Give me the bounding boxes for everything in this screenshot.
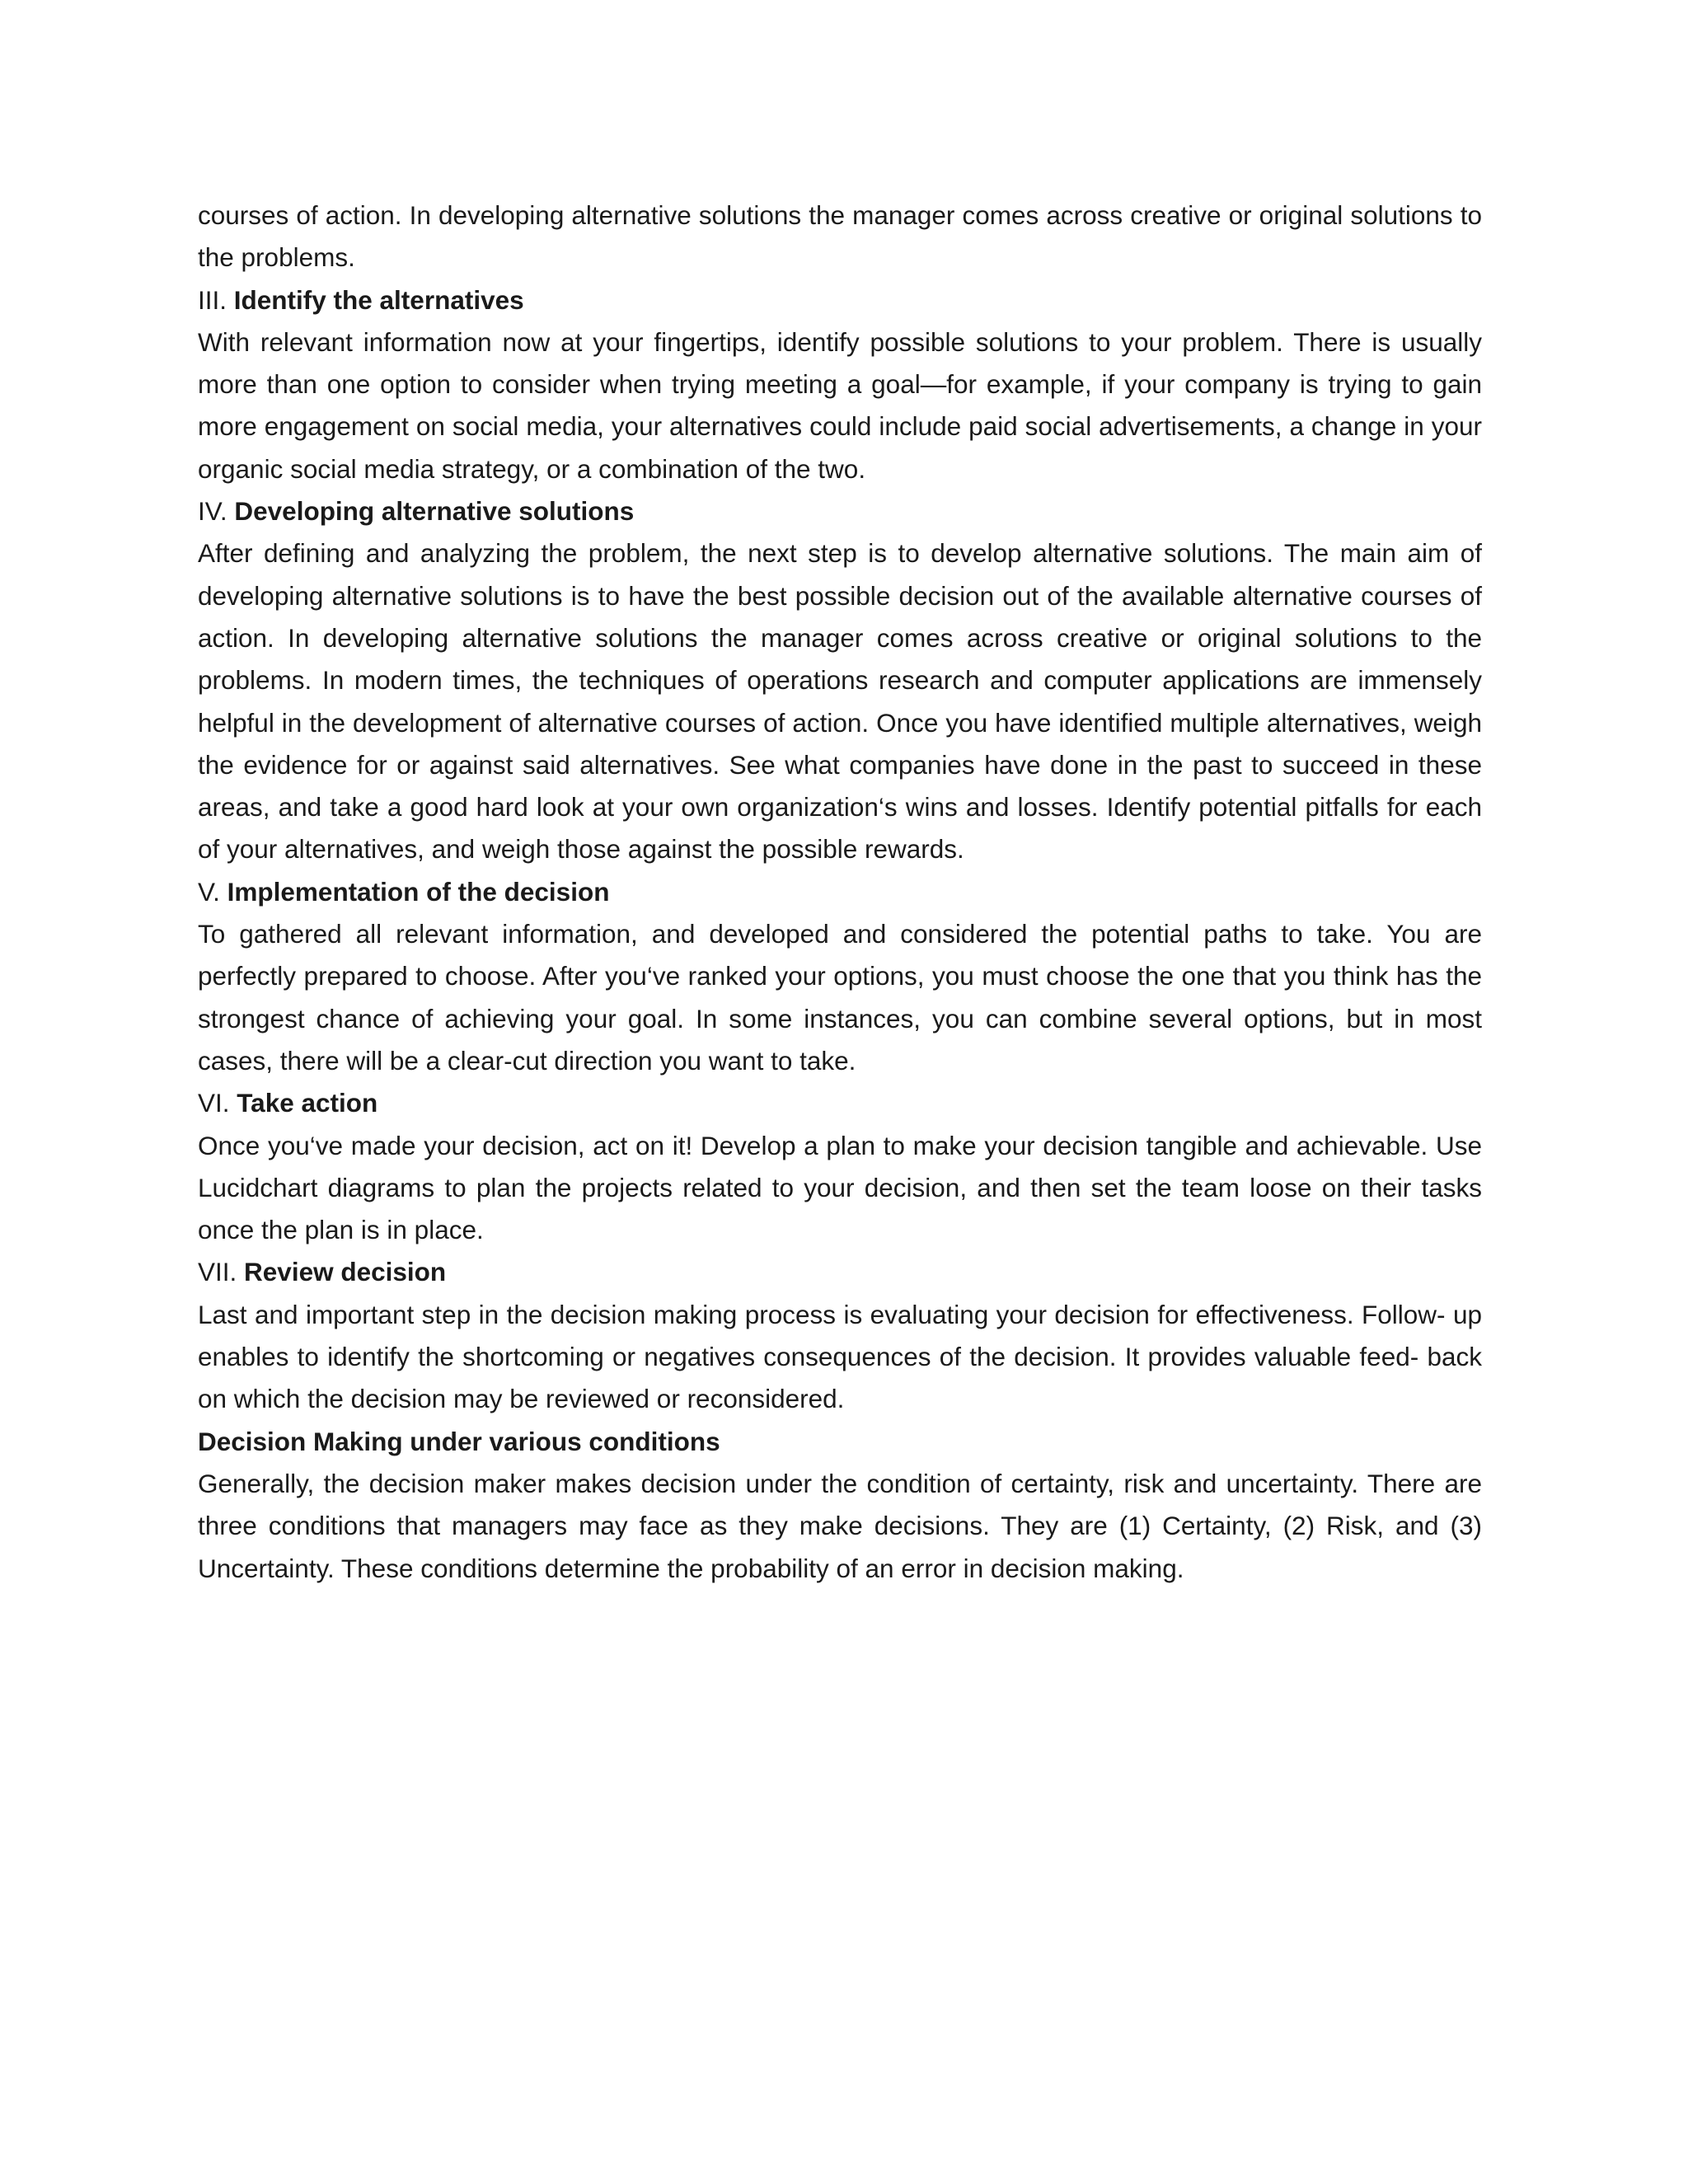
step-title: Implementation of the decision [227, 876, 610, 907]
section-heading-decision-conditions: Decision Making under various conditions [198, 1426, 720, 1456]
step-number: VI. [198, 1088, 230, 1118]
step-title: Review decision [244, 1257, 447, 1287]
intro-paragraph: courses of action. In developing alternative solutions the manager comes across creative or original solutions to the problems. [198, 200, 1482, 273]
step-body-take-action: Once you‘ve made your decision, act on it! Develop a plan to make your decision tangible and achievable. Use Lucidchart diagrams to plan the projects related to your decision, and then set the team loose on their tasks once the plan is in place. [198, 1130, 1482, 1245]
step-title: Identify the alternatives [233, 284, 524, 315]
step-number: IV. [198, 496, 227, 527]
section-body-decision-conditions: Generally, the decision maker makes decision under the condition of certainty, risk and uncertainty. There are three conditions that managers may face as they make decisions. They are (1) Certainty, (2) Risk, and (3) Uncertainty. These conditions determine the probability of an error in decision making. [198, 1468, 1482, 1583]
step-heading-implementation [198, 871, 1482, 913]
document-page [198, 194, 1482, 1590]
step-title: Developing alternative solutions [234, 496, 635, 527]
step-number: III. [198, 284, 227, 315]
step-number: VII. [198, 1257, 237, 1287]
step-body-implementation: To gathered all relevant information, and developed and considered the potential paths to take. You are perfectly prepared to choose. After you‘ve ranked your options, you must choose the one that you think has the strongest chance of achieving your goal. In some instances, you can combine several options, but in most cases, there will be a clear-cut direction you want to take. [198, 919, 1482, 1076]
step-number: V. [198, 876, 220, 907]
step-heading-developing-alternatives [198, 490, 1482, 532]
step-heading-identify-alternatives [198, 279, 1482, 321]
step-heading-take-action [198, 1082, 1482, 1124]
step-heading-review-decision [198, 1251, 1482, 1293]
step-title: Take action [237, 1088, 378, 1118]
step-body-review-decision: Last and important step in the decision making process is evaluating your decision for effectiveness. Follow- up enables to identify the shortcoming or negatives consequences of the decision. It provides valuable feed- back on which the decision may be reviewed or reconsidered. [198, 1299, 1482, 1414]
step-body-identify-alternatives: With relevant information now at your fingertips, identify possible solutions to your problem. There is usually more than one option to consider when trying meeting a goal—for example, if your company is trying to gain more engagement on social media, your alternatives could include paid social advertisements, a change in your organic social media strategy, or a combination of the two. [198, 326, 1482, 484]
step-body-developing-alternatives: After defining and analyzing the problem, the next step is to develop alternative solutions. The main aim of developing alternative solutions is to have the best possible decision out of the available alternative courses of action. In developing alternative solutions the manager comes across creative or original solutions to the problems. In modern times, the techniques of operations research and computer applications are immensely helpful in the development of alternative courses of action. Once you have identified multiple alternatives, weigh the evidence for or against said alternatives. See what companies have done in the past to succeed in these areas, and take a good hard look at your own organization‘s wins and losses. Identify potential pitfalls for each of your alternatives, and weigh those against the possible rewards. [198, 538, 1482, 865]
